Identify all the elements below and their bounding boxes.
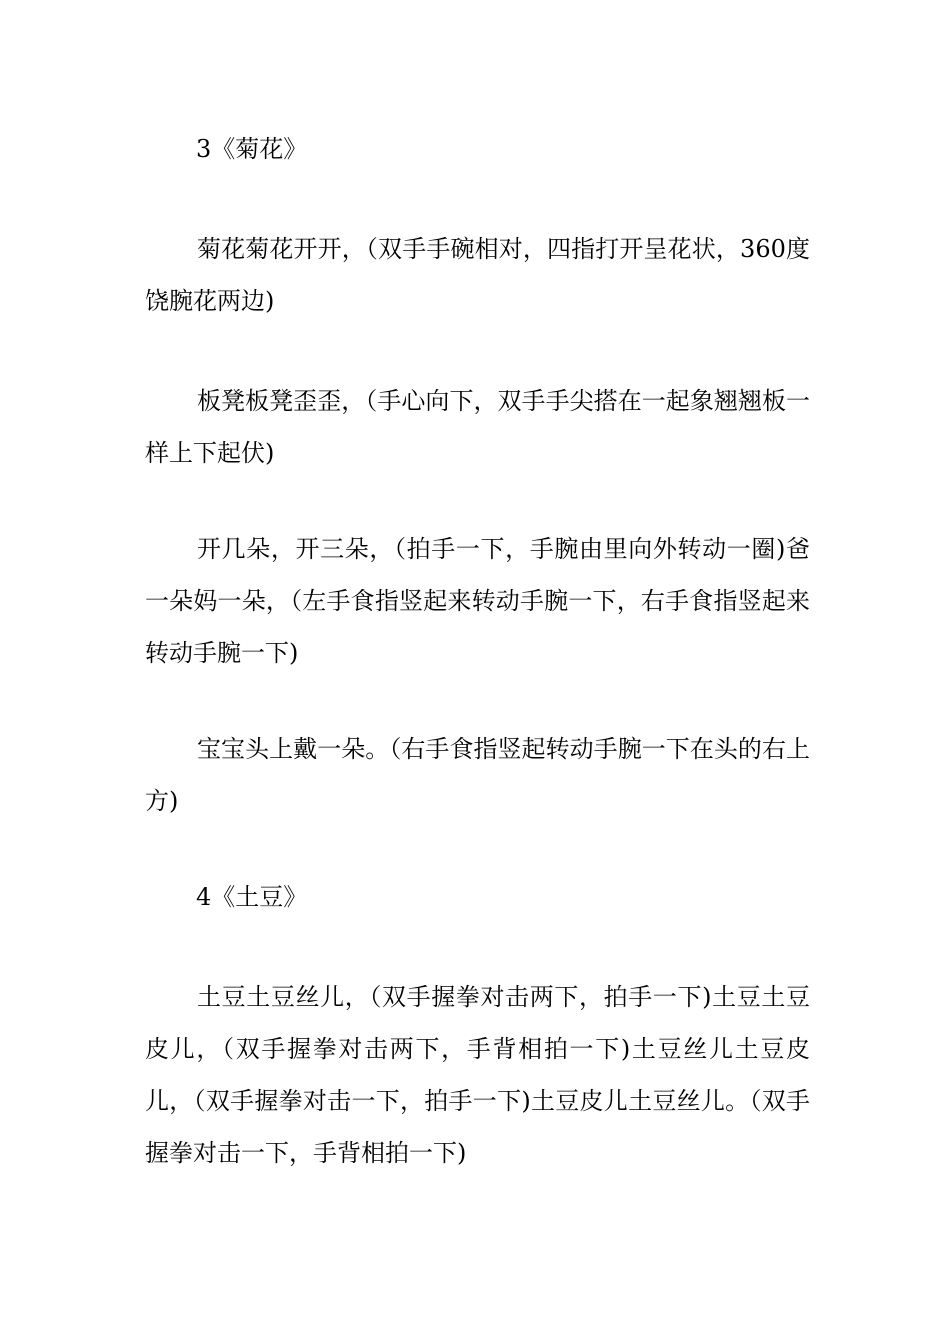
paragraph: 菊花菊花开开，（双手手碗相对，四指打开呈花状，360度饶腕花两边) [145, 235, 810, 315]
paragraph: 开几朵，开三朵，（拍手一下，手腕由里向外转动一圈)爸一朵妈一朵，（左手食指竖起来转动手腕一下，右手食指竖起来转动手腕一下) [145, 535, 810, 667]
section-heading-potato: 4《土豆》 [196, 883, 308, 911]
paragraph: 宝宝头上戴一朵。（右手食指竖起转动手腕一下在头的右上方) [145, 735, 810, 815]
section-heading-chrysanthemum: 3《菊花》 [196, 135, 308, 163]
paragraph: 板凳板凳歪歪，（手心向下，双手手尖搭在一起象翘翘板一样上下起伏) [145, 387, 810, 467]
paragraph: 土豆土豆丝儿，（双手握拳对击两下，拍手一下)土豆土豆皮儿，（双手握拳对击两下，手背相拍一下)土豆丝儿土豆皮儿，（双手握拳对击一下，拍手一下)土豆皮儿土豆丝儿。（双手握拳对击一下，手背相拍一下) [145, 983, 810, 1167]
